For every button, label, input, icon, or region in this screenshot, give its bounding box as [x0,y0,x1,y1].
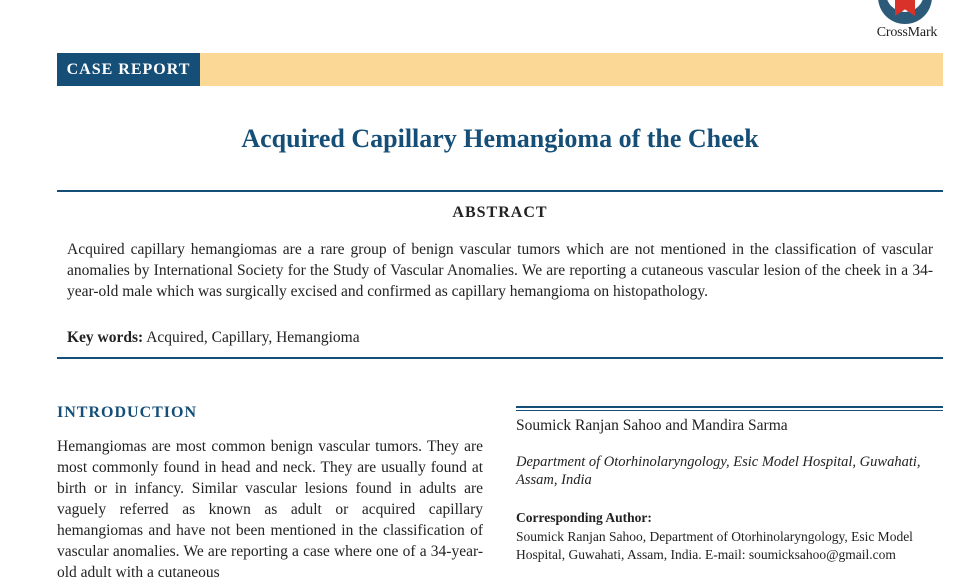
abstract-heading: ABSTRACT [452,204,548,221]
author-affiliation: Department of Otorhinolaryngology, Esic Model Hospital, Guwahati, Assam, India [516,454,921,488]
author-box-rule-thin [516,410,943,411]
introduction-text: Hemangiomas are most common benign vascular tumors. They are most commonly found in head and neck. They are usually found at birth or in infancy. Similar vascular lesions found in adults are vaguely referred as known as adult or acquired capillary hemangiomas and have not been mentioned in the classification of vascular anomalies. We are reporting a case where one of a 34-year-old adult with a cutaneous [57,438,483,581]
article-title: Acquired Capillary Hemangioma of the Cheek [241,124,759,153]
crossmark-badge[interactable] [862,0,952,44]
author-box-rule [516,406,943,408]
author-names: Soumick Ranjan Sahoo and Mandira Sarma [516,417,788,434]
abstract-text: Acquired capillary hemangiomas are a rare group of benign vascular tumors which are not mentioned in the classification of vascular anomalies by International Society for the Study of Vascular Anomalies. We are reporting a cutaneous vascular lesion of the cheek in a 34-year-old male which was surgically excised and confirmed as capillary hemangioma on histopathology. [67,241,933,300]
corresponding-author-label: Corresponding Author: [516,510,652,525]
introduction-heading: INTRODUCTION [57,404,198,421]
keywords [67,329,933,347]
abstract-bottom-rule [57,357,943,359]
crossmark-label: CrossMark [876,25,938,40]
keywords-values: Acquired, Capillary, Hemangioma [146,329,360,346]
abstract-top-rule [57,190,943,192]
keywords-label: Key words: [67,329,144,346]
article-type-label: CASE REPORT [57,53,200,86]
corresponding-author-details: Soumick Ranjan Sahoo, Department of Otorhinolaryngology, Esic Model Hospital, Guwahati, Assam, India. E-mail: soumicksahoo@gmail.com [516,529,913,562]
